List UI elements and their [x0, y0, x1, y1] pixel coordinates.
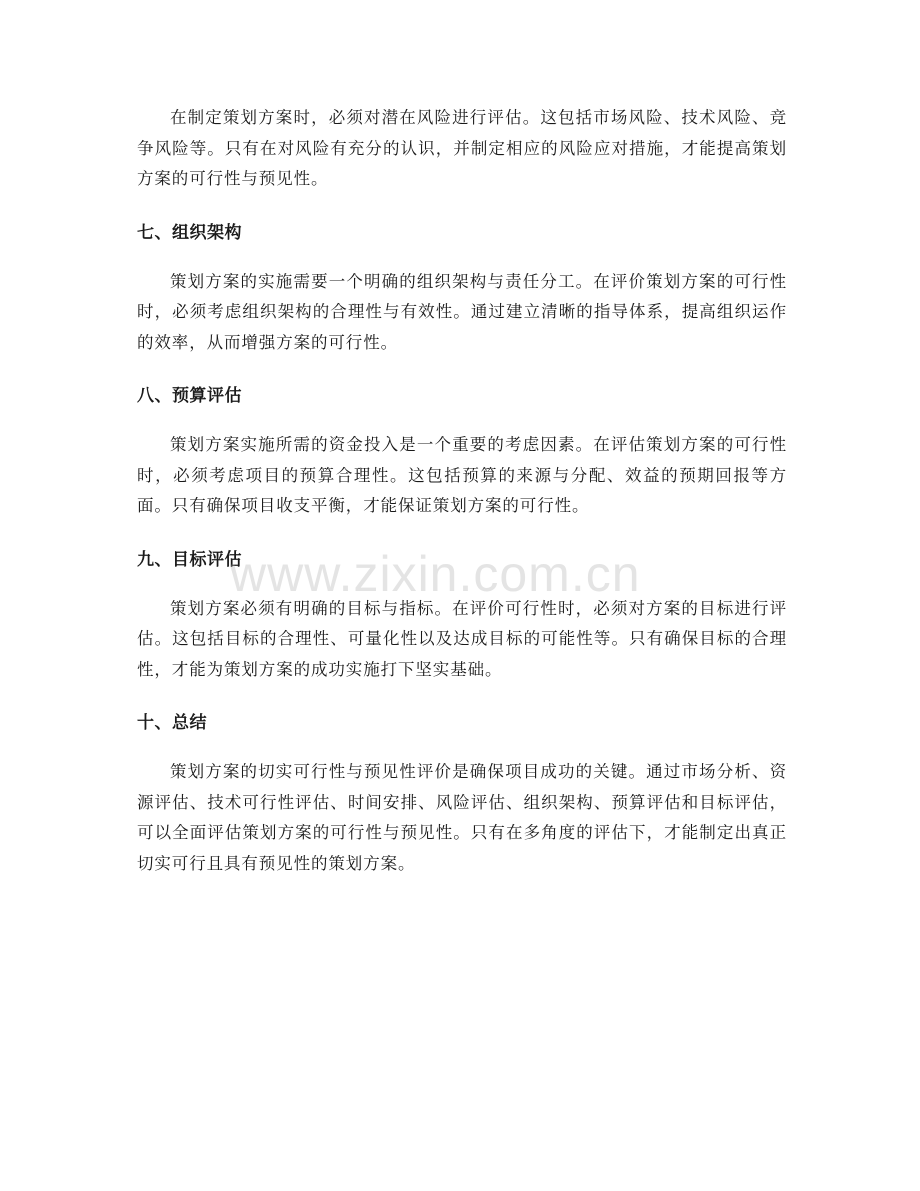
paragraph-goals: 策划方案必须有明确的目标与指标。在评价可行性时，必须对方案的目标进行评估。这包括目标的合理性、可量化性以及达成目标的可能性等。只有确保目标的合理性，才能为策划方案的成功实施打下坚实基础。 — [137, 598, 787, 679]
paragraph-budget: 策划方案实施所需的资金投入是一个重要的考虑因素。在评估策划方案的可行性时，必须考虑项目的预算合理性。这包括预算的来源与分配、效益的预期回报等方面。只有确保项目收支平衡，才能保证策划方案的可行性。 — [137, 435, 787, 515]
section-heading-goals: 九、目标评估 — [137, 549, 242, 570]
section-heading-budget: 八、预算评估 — [137, 386, 242, 406]
section-heading-organization: 七、组织架构 — [137, 222, 242, 243]
paragraph-organization: 策划方案的实施需要一个明确的组织架构与责任分工。在评价策划方案的可行性时，必须考虑组织架构的合理性与有效性。通过建立清晰的指导体系，提高组织运作的效率，从而增强方案的可行性。 — [137, 271, 787, 352]
document-body — [137, 103, 787, 879]
section-heading-summary: 十、总结 — [137, 713, 207, 733]
watermark-text: www.zixin.com.cn — [230, 546, 641, 602]
paragraph-risk-assessment: 在制定策划方案时，必须对潜在风险进行评估。这包括市场风险、技术风险、竞争风险等。只有在对风险有充分的认识，并制定相应的风险应对措施，才能提高策划方案的可行性与预见性。 — [137, 108, 787, 188]
paragraph-summary: 策划方案的切实可行性与预见性评价是确保项目成功的关键。通过市场分析、资源评估、技术可行性评估、时间安排、风险评估、组织架构、预算评估和目标评估，可以全面评估策划方案的可行性与预见性。只有在多角度的评估下，才能制定出真正切实可行且具有预见性的策划方案。 — [137, 762, 787, 873]
